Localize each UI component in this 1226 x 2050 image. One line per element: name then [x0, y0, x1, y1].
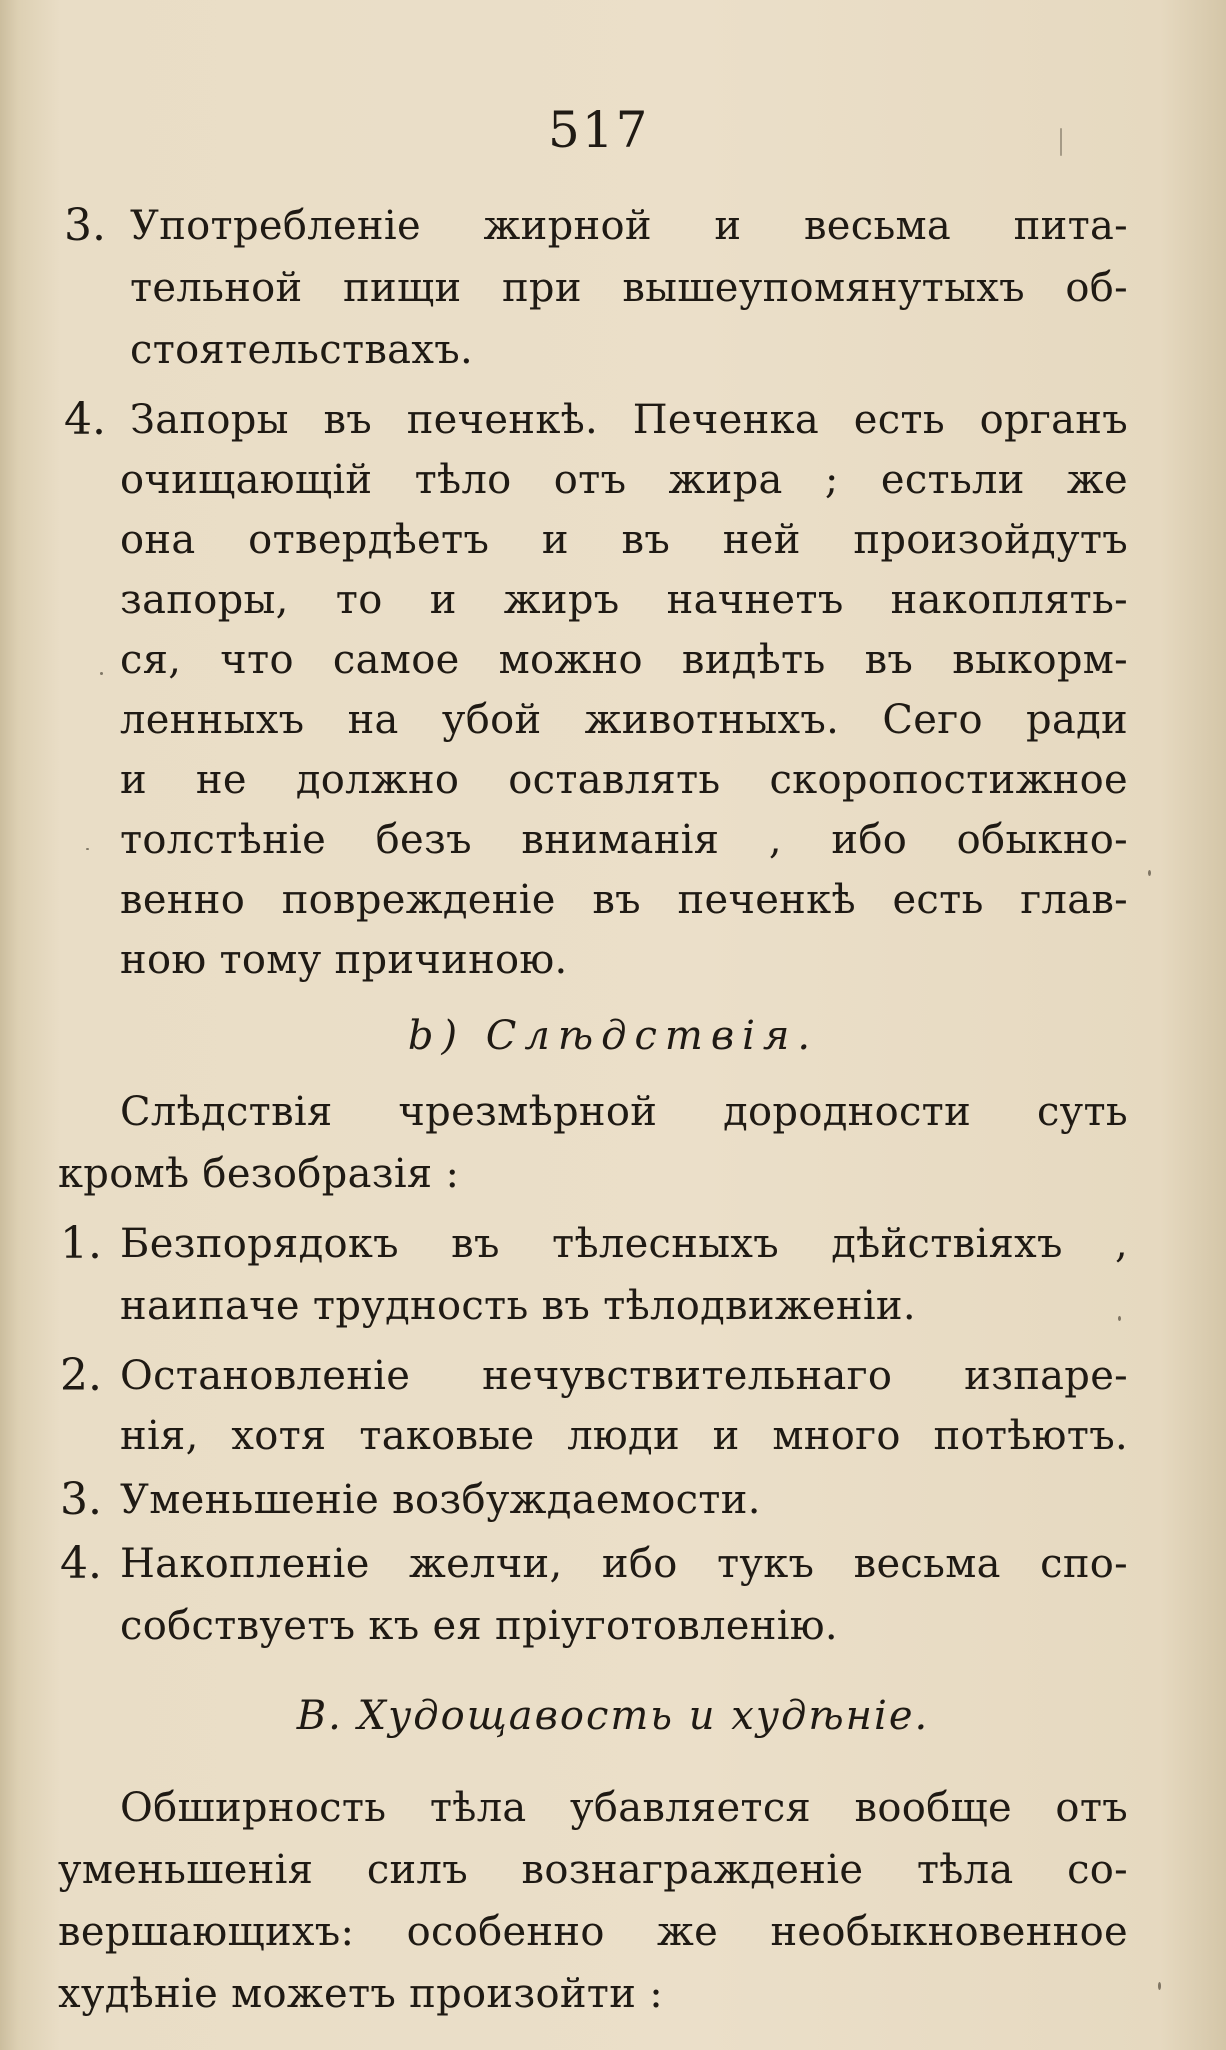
paragraph-line: кромѣ безобразія : — [58, 1151, 460, 1197]
item-number: 3. — [64, 200, 106, 251]
item-number: 3. — [60, 1474, 102, 1525]
item-number: 4. — [60, 1538, 102, 1589]
paragraph-line: худѣніе можетъ произойти : — [58, 1971, 663, 2017]
paragraph-line: запоры, то и жиръ начнетъ накоплять- — [120, 577, 1128, 623]
section-heading-consequences: b) Слѣдствія. — [407, 1013, 819, 1059]
paragraph-line: она отвердѣетъ и въ ней произойдутъ — [120, 517, 1128, 563]
section-heading-thinness: В. Худощавость и худѣніе. — [296, 1693, 930, 1739]
paragraph-line: ся, что самое можно видѣть въ выкорм- — [120, 637, 1128, 683]
paper-speck — [1060, 128, 1062, 156]
paper-speck — [1158, 1982, 1161, 1990]
paragraph-line: венно поврежденіе въ печенкѣ есть глав- — [120, 877, 1128, 923]
item-number: 4. — [64, 394, 106, 445]
paragraph-line: нія, хотя таковые люди и много потѣютъ. — [120, 1413, 1128, 1459]
paragraph-line: Обширность тѣла убавляется вообще отъ — [120, 1785, 1128, 1831]
page-number: 517 — [548, 101, 650, 159]
paragraph-line: Употребленіе жирной и весьма пита- — [130, 203, 1128, 249]
item-number: 1. — [60, 1218, 102, 1269]
paragraph-line: тельной пищи при вышеупомянутыхъ об- — [130, 265, 1128, 311]
paper-speck — [1148, 870, 1151, 876]
paragraph-line: стоятельствахъ. — [130, 327, 473, 373]
paragraph-line: и не должно оставлять скоропостижное — [120, 757, 1128, 803]
paper-speck — [1118, 1316, 1121, 1321]
paragraph-line: наипаче трудность въ тѣлодвиженіи. — [120, 1283, 916, 1329]
paragraph-line: Запоры въ печенкѣ. Печенка есть органъ — [130, 397, 1128, 443]
paragraph-line: Накопленіе желчи, ибо тукъ весьма спо- — [120, 1541, 1128, 1587]
paragraph-line: Остановленіе нечувствительнаго изпаре- — [120, 1353, 1128, 1399]
paragraph-line: Слѣдствія чрезмѣрной дородности суть — [120, 1089, 1128, 1135]
paper-speck — [100, 672, 103, 675]
paragraph-line: Уменьшеніе возбуждаемости. — [120, 1477, 761, 1523]
paper-speck — [86, 848, 89, 850]
paragraph-line: ною тому причиною. — [120, 937, 568, 983]
paragraph-line: Безпорядокъ въ тѣлесныхъ дѣйствіяхъ , — [120, 1221, 1128, 1267]
paragraph-line: ленныхъ на убой животныхъ. Сего ради — [120, 697, 1128, 743]
paragraph-line: вершающихъ: особенно же необыкновенное — [58, 1909, 1128, 1955]
paragraph-line: толстѣніе безъ вниманія , ибо обыкно- — [120, 817, 1128, 863]
paragraph-line: очищающій тѣло отъ жира ; естьли же — [120, 457, 1128, 503]
paragraph-line: собствуетъ къ ея пріуготовленію. — [120, 1603, 838, 1649]
item-number: 2. — [60, 1350, 102, 1401]
paragraph-line: уменьшенія силъ вознагражденіе тѣла со- — [58, 1847, 1128, 1893]
